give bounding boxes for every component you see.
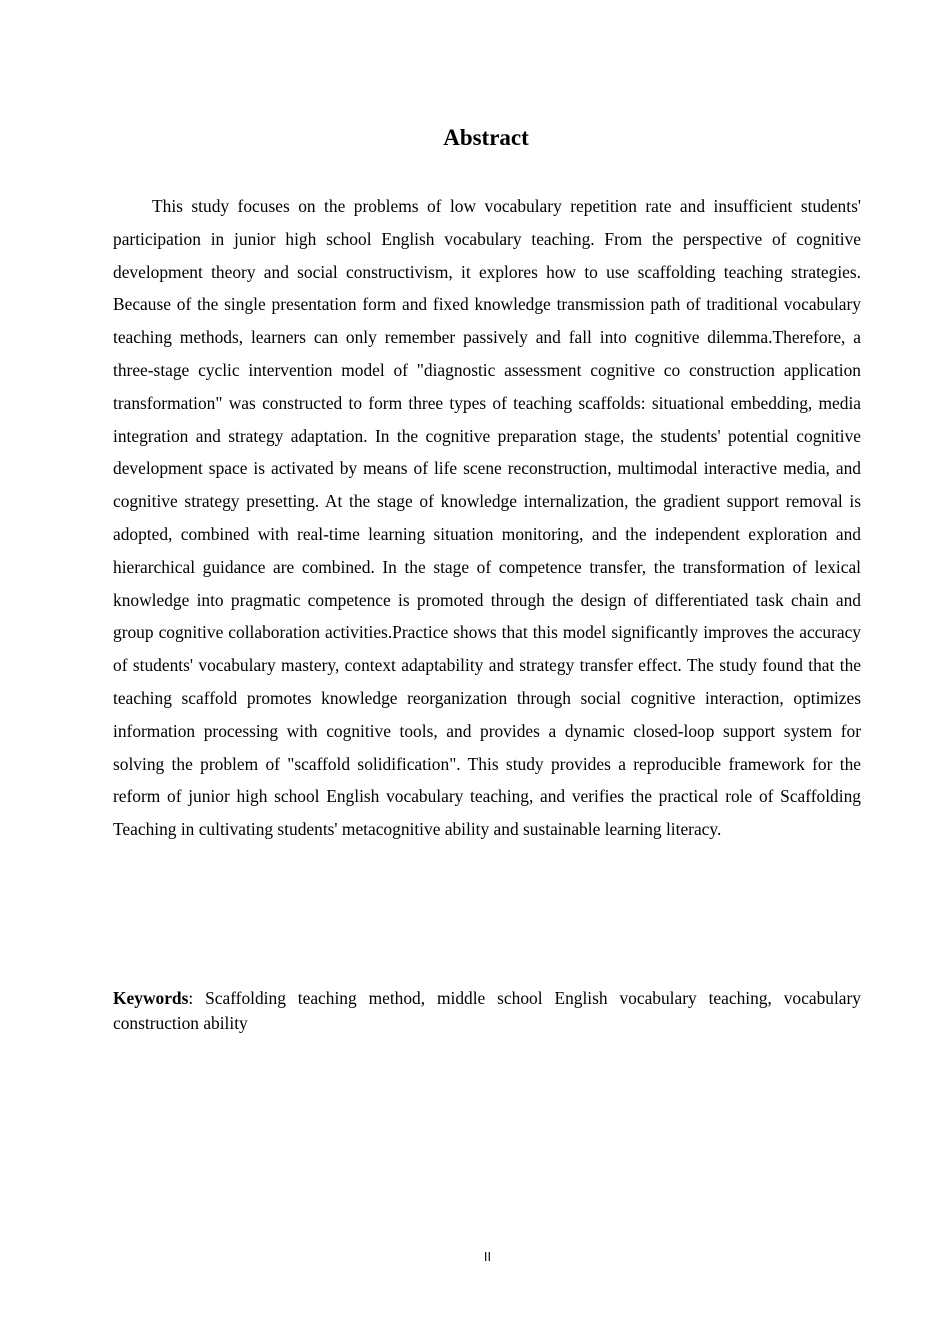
abstract-title: Abstract xyxy=(443,125,529,150)
page-number: II xyxy=(483,1249,492,1264)
keywords-separator: : xyxy=(188,988,194,1008)
keywords-paragraph xyxy=(113,986,861,1036)
keywords-text: Scaffolding teaching method, middle school English vocabulary teaching, vocabulary construction ability xyxy=(113,988,861,1033)
keywords-label: Keywords xyxy=(113,988,189,1008)
abstract-body: This study focuses on the problems of low vocabulary repetition rate and insufficient students' participation in junior high school English vocabulary teaching. From the perspective of cognitive development theory and social constructivism, it explores how to use scaffolding teaching strategies. Because of the single presentation form and fixed knowledge transmission path of traditional vocabulary teaching methods, learners can only remember passively and fall into cognitive dilemma.Therefore, a three-stage cyclic intervention model of "diagnostic assessment cognitive co construction application transformation" was constructed to form three types of teaching scaffolds: situational embedding, media integration and strategy adaptation. In the cognitive preparation stage, the students' potential cognitive development space is activated by means of life scene reconstruction, multimodal interactive media, and cognitive strategy presetting. At the stage of knowledge internalization, the gradient support removal is adopted, combined with real-time learning situation monitoring, and the independent exploration and hierarchical guidance are combined. In the stage of competence transfer, the transformation of lexical knowledge into pragmatic competence is promoted through the design of differentiated task chain and group cognitive collaboration activities.Practice shows that this model significantly improves the accuracy of students' vocabulary mastery, context adaptability and strategy transfer effect. The study found that the teaching scaffold promotes knowledge reorganization through social cognitive interaction, optimizes information processing with cognitive tools, and provides a dynamic closed-loop support system for solving the problem of "scaffold solidification". This study provides a reproducible framework for the reform of junior high school English vocabulary teaching, and verifies the practical role of Scaffolding Teaching in cultivating students' metacognitive ability and sustainable learning literacy. xyxy=(113,196,861,840)
